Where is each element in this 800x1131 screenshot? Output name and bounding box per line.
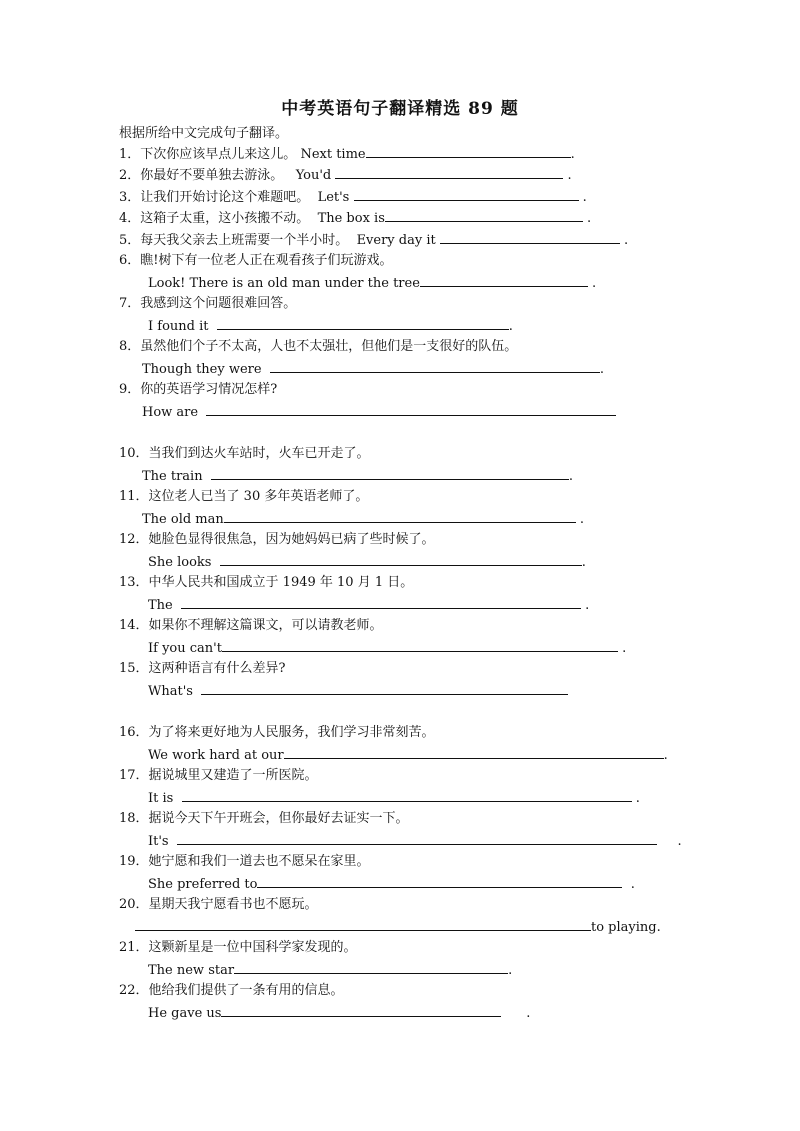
question-15: 15．这两种语言有什么差异? — [119, 661, 286, 676]
answer-prompt: The old man — [142, 512, 224, 527]
answer-blank[interactable] — [201, 683, 568, 695]
answer-blank[interactable] — [222, 640, 618, 652]
question-16: 16．为了将来更好地为人民服务，我们学习非常刻苦。 — [119, 725, 435, 740]
question-20: 20．星期天我宁愿看书也不愿玩。 — [119, 897, 318, 912]
answer-10: The train . — [142, 469, 573, 484]
question-6: 6．瞧!树下有一位老人正在观看孩子们玩游戏。 — [119, 253, 393, 268]
question-3: 3．让我们开始讨论这个难题吧。 Let's . — [119, 190, 587, 205]
question-13: 13．中华人民共和国成立于 1949 年 10 月 1 日。 — [119, 575, 414, 590]
answer-19: She preferred to . — [148, 877, 635, 892]
answer-21: The new star . — [148, 963, 513, 978]
answer-prompt: Next time — [300, 147, 366, 162]
answer-prompt: She looks — [148, 555, 212, 570]
instruction: 根据所给中文完成句子翻译。 — [119, 126, 289, 141]
answer-blank[interactable] — [220, 554, 582, 566]
answer-blank[interactable] — [211, 468, 569, 480]
answer-17: It is . — [148, 791, 640, 806]
answer-blank[interactable] — [257, 876, 622, 888]
question-7: 7．我感到这个问题很难回答。 — [119, 296, 297, 311]
answer-prompt: We work hard at our — [148, 748, 284, 763]
answer-16: We work hard at our . — [148, 748, 668, 763]
question-18: 18．据说今天下午开班会，但你最好去证实一下。 — [119, 811, 409, 826]
answer-7: I found it . — [148, 319, 513, 334]
answer-12: She looks . — [148, 555, 586, 570]
answer-15 — [148, 683, 568, 700]
answer-prompt: Let's — [317, 190, 350, 205]
answer-blank[interactable] — [224, 511, 576, 523]
answer-8: Though they were . — [142, 362, 604, 377]
question-5: 5．每天我父亲去上班需要一个半小时。 Every day it . — [119, 233, 629, 248]
question-21: 21．这颗新星是一位中国科学家发现的。 — [119, 940, 357, 955]
answer-prompt: If you can't — [148, 641, 222, 656]
answer-prompt: to playing. — [591, 920, 661, 935]
answer-13: The . — [148, 598, 590, 613]
answer-blank[interactable] — [366, 146, 571, 158]
answer-blank[interactable] — [335, 167, 563, 179]
question-4: 4．这箱子太重，这小孩搬不动。 The box is . — [119, 211, 592, 226]
question-11: 11．这位老人已当了 30 多年英语老师了。 — [119, 489, 369, 504]
question-19: 19．她宁愿和我们一道去也不愿呆在家里。 — [119, 854, 370, 869]
answer-20 — [135, 919, 661, 936]
answer-blank[interactable] — [217, 318, 509, 330]
answer-blank[interactable] — [284, 747, 664, 759]
answer-prompt: The box is — [317, 211, 385, 226]
question-17: 17．据说城里又建造了一所医院。 — [119, 768, 318, 783]
question-9: 9．你的英语学习情况怎样? — [119, 382, 278, 397]
answer-blank[interactable] — [177, 833, 657, 845]
question-22: 22．他给我们提供了一条有用的信息。 — [119, 983, 344, 998]
answer-9 — [142, 404, 616, 421]
answer-blank[interactable] — [135, 919, 591, 931]
question-12: 12．她脸色显得很焦急，因为她妈妈已病了些时候了。 — [119, 532, 435, 547]
answer-blank[interactable] — [385, 210, 583, 222]
answer-prompt: It's — [148, 834, 169, 849]
answer-prompt: Though they were — [142, 362, 262, 377]
question-1: 1．下次你应该早点儿来这儿。 Next time . — [119, 147, 575, 162]
answer-6: Look! There is an old man under the tree . — [148, 276, 597, 291]
answer-prompt: What's — [148, 684, 193, 699]
answer-prompt: You'd — [295, 168, 332, 183]
answer-prompt: Look! There is an old man under the tree — [148, 276, 420, 291]
answer-22: He gave us . — [148, 1006, 531, 1021]
answer-prompt: Every day it — [356, 233, 436, 248]
answer-prompt: She preferred to — [148, 877, 258, 892]
answer-11: The old man . — [142, 512, 585, 527]
question-14: 14．如果你不理解这篇课文，可以请教老师。 — [119, 618, 383, 633]
answer-prompt: The — [148, 598, 173, 613]
answer-blank[interactable] — [206, 404, 616, 416]
question-2: 2．你最好不要单独去游泳。 You'd . — [119, 168, 572, 183]
question-10: 10．当我们到达火车站时，火车已开走了。 — [119, 446, 370, 461]
answer-prompt: I found it — [148, 319, 209, 334]
page-title: 中考英语句子翻译精选 89 题 — [281, 99, 519, 119]
answer-18: It's . — [148, 834, 682, 849]
answer-prompt: The train — [142, 469, 203, 484]
answer-blank[interactable] — [234, 962, 508, 974]
answer-prompt: The new star — [148, 963, 235, 978]
answer-blank[interactable] — [221, 1005, 501, 1017]
answer-blank[interactable] — [354, 189, 579, 201]
answer-blank[interactable] — [181, 597, 581, 609]
answer-blank[interactable] — [440, 232, 620, 244]
answer-prompt: It is — [148, 791, 174, 806]
answer-blank[interactable] — [182, 790, 632, 802]
answer-blank[interactable] — [420, 275, 588, 287]
question-8: 8．虽然他们个子不太高，人也不太强壮，但他们是一支很好的队伍。 — [119, 339, 518, 354]
answer-prompt: He gave us — [148, 1006, 222, 1021]
answer-prompt: How are — [142, 405, 199, 420]
answer-14: If you can't . — [148, 641, 627, 656]
answer-blank[interactable] — [270, 361, 600, 373]
